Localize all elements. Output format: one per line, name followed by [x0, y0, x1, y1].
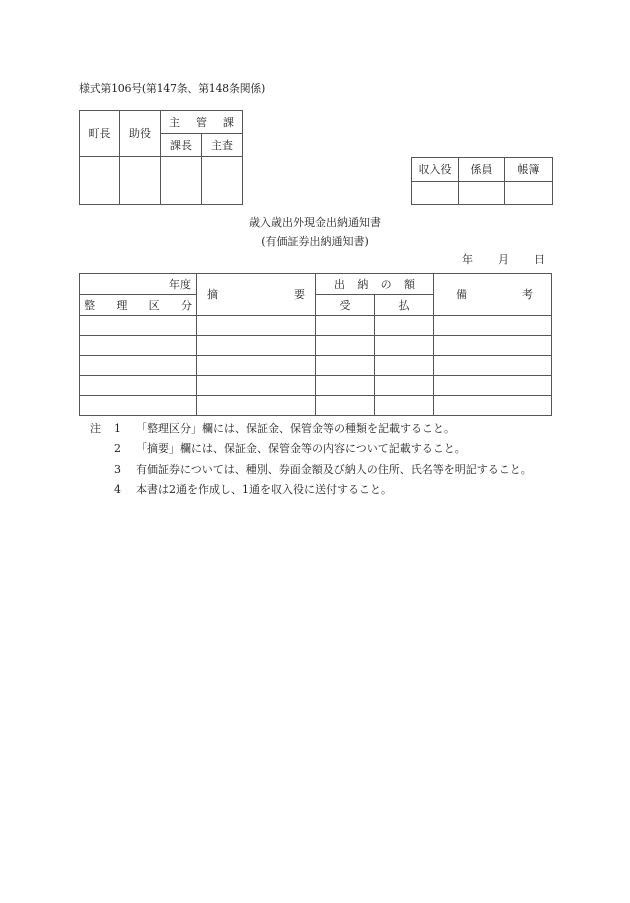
category-cell[interactable] — [80, 396, 197, 416]
note-item: 3 有価証券については、種別、券面金額及び納人の住所、氏名等を明記すること。 — [114, 462, 532, 476]
document-title: 歳入歳出外現金出納通知書 — [249, 216, 381, 229]
remarks-cell[interactable] — [434, 396, 552, 416]
clerk-seal-cell[interactable] — [459, 182, 505, 205]
payment-cell[interactable] — [375, 356, 434, 376]
ledger-header: 帳簿 — [505, 158, 553, 182]
date-month-label: 月 — [498, 253, 509, 266]
receipt-cell[interactable] — [316, 336, 375, 356]
payment-cell[interactable] — [375, 316, 434, 336]
note-item: 4 本書は2通を作成し、1通を収入役に送付すること。 — [114, 482, 392, 496]
summary-cell[interactable] — [197, 316, 316, 336]
date-year-label: 年 — [462, 253, 473, 266]
amount-group-header: 出 納 の 額 — [316, 274, 434, 295]
treasurer-header: 収入役 — [412, 158, 459, 182]
note-prefix: 注 — [90, 422, 101, 435]
note-item: 2 「摘要」欄には、保証金、保管金等の内容について記載すること。 — [114, 442, 466, 456]
table-row — [80, 316, 552, 336]
note-item: 注 1 「整理区分」欄には、保証金、保管金等の種類を記載すること。 — [90, 419, 532, 439]
remarks-cell[interactable] — [434, 376, 552, 396]
remarks-cell[interactable] — [434, 356, 552, 376]
payment-cell[interactable] — [375, 336, 434, 356]
table-row — [80, 336, 552, 356]
date-day-label: 日 — [534, 253, 545, 266]
receipt-cell[interactable] — [316, 376, 375, 396]
remarks-header: 備 考 — [434, 274, 552, 316]
table-row — [80, 376, 552, 396]
receipt-cell[interactable] — [316, 356, 375, 376]
payment-cell[interactable] — [375, 396, 434, 416]
main-table — [79, 273, 552, 416]
category-cell[interactable] — [80, 356, 197, 376]
ledger-seal-cell[interactable] — [505, 182, 553, 205]
section-chief-seal-cell[interactable] — [161, 157, 202, 205]
category-cell[interactable] — [80, 376, 197, 396]
summary-cell[interactable] — [197, 336, 316, 356]
category-cell[interactable] — [80, 336, 197, 356]
treasurer-seal-cell[interactable] — [412, 182, 459, 205]
approval-table — [79, 110, 243, 205]
summary-cell[interactable] — [197, 396, 316, 416]
remarks-cell[interactable] — [434, 316, 552, 336]
document-subtitle: (有価証券出納通知書) — [261, 235, 369, 248]
remarks-cell[interactable] — [434, 336, 552, 356]
notes — [90, 419, 532, 500]
division-header: 主 管 課 — [161, 111, 243, 134]
payment-cell[interactable] — [375, 376, 434, 396]
mayor-header: 町長 — [80, 111, 120, 157]
deputy-seal-cell[interactable] — [120, 157, 161, 205]
receipt-cell[interactable] — [316, 316, 375, 336]
summary-cell[interactable] — [197, 356, 316, 376]
summary-cell[interactable] — [197, 376, 316, 396]
treasurer-table — [411, 157, 553, 205]
clerk-header: 係員 — [459, 158, 505, 182]
receipt-cell[interactable] — [316, 396, 375, 416]
summary-header: 摘 要 — [197, 274, 316, 316]
deputy-header: 助役 — [120, 111, 161, 157]
table-row — [80, 356, 552, 376]
fiscal-year-header: 年度 — [80, 274, 197, 295]
table-row — [80, 396, 552, 416]
chief-clerk-seal-cell[interactable] — [202, 157, 243, 205]
mayor-seal-cell[interactable] — [80, 157, 120, 205]
category-cell[interactable] — [80, 316, 197, 336]
payment-header: 払 — [375, 295, 434, 316]
form-number: 様式第106号(第147条、第148条関係) — [79, 82, 265, 95]
section-chief-header: 課長 — [161, 134, 202, 157]
category-header: 整 理 区 分 — [80, 295, 197, 316]
chief-clerk-header: 主査 — [202, 134, 243, 157]
receipt-header: 受 — [316, 295, 375, 316]
